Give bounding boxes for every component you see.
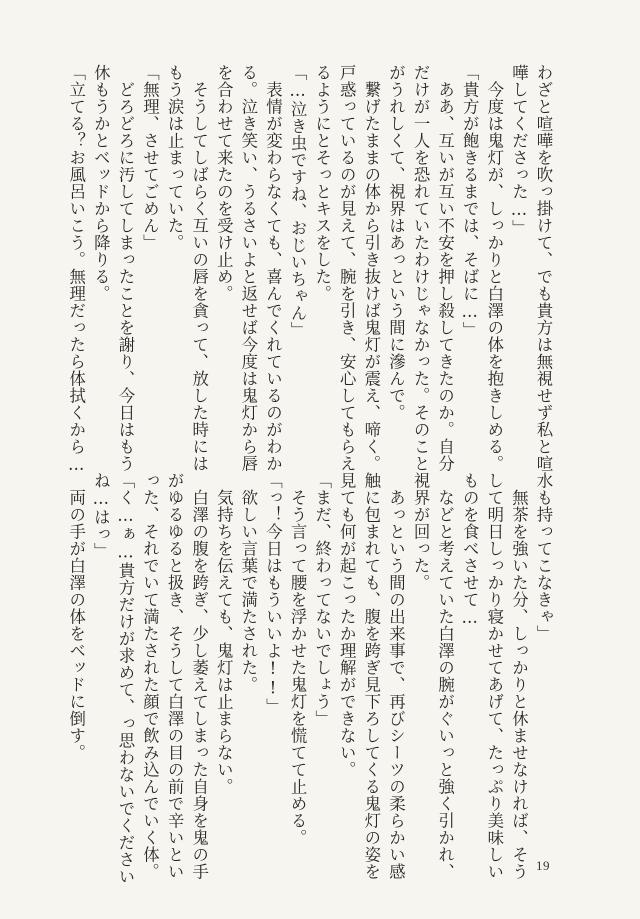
text-line: ね…はっ」	[91, 472, 111, 560]
text-line: がゆるゆると扱き、そうして白澤の目の前で辛いとい	[165, 472, 185, 880]
text-line: して明日しっかり寝かせてあげて、たっぷり美味しい	[484, 472, 504, 880]
text-line: るようにとそっとキスをした。	[312, 64, 332, 302]
text-line: わざと喧嘩を吹っ掛けて、でも貴方は無視せず私と喧	[534, 64, 553, 472]
text-line: 触に包まれても、腹を跨ぎ見下ろしてくる鬼灯の姿を	[361, 472, 381, 880]
lower-text-block	[66, 472, 555, 886]
text-line: 「く…ぁ…貴方だけが求めて、っ思わないでください	[115, 472, 135, 886]
page-number: 19	[536, 858, 550, 873]
text-line: もう涙は止まっていた。	[165, 64, 185, 251]
upper-text-block	[66, 64, 555, 475]
text-line: 欲しい言葉で満たされた。	[238, 472, 258, 693]
text-line: 戸惑っているのが見えて、腕を引き、安心してもらえ	[337, 64, 357, 472]
text-line: そう言って腰を浮かせた鬼灯を慌てて止める。	[288, 472, 308, 846]
text-line: 繋げたままの体から引き抜けば鬼灯が震え、啼く。	[361, 64, 381, 472]
text-line: などと考えていた白澤の腕がぐいっと強く引かれ、	[435, 472, 455, 880]
text-line: 休もうかとベッドから降りる。	[91, 64, 111, 302]
text-line: どろどろに汚してしまったことを謝り、今日はもう	[115, 64, 135, 472]
text-line: 「貴方が飽きるまでは、そばに…」	[460, 64, 480, 339]
text-line: 「立てる？お風呂いこう。無理だったら体拭くから…	[66, 64, 86, 475]
text-line: 今度は鬼灯が、しっかりと白澤の体を抱きしめる。	[484, 64, 504, 472]
text-line: 両の手が白澤の体をベッドに倒す。	[66, 472, 86, 761]
text-line: 「まだ、終わってないでしょう」	[312, 472, 332, 727]
text-line: 気持ちを伝えても、鬼灯は止まらない。	[214, 472, 234, 795]
text-line: あっという間の出来事で、再びシーツの柔らかい感	[386, 472, 406, 880]
text-line: 「無理、させてごめん」	[140, 64, 160, 251]
text-line: 「っ！今日はもういいよ!!」	[263, 472, 283, 716]
text-line: る。泣き笑い、うるさいよと返せば今度は鬼灯から唇	[238, 64, 258, 472]
text-line: 無茶を強いた分、しっかりと休ませなければ、そう	[509, 472, 529, 880]
text-line: った、それでいて満たされた顔で飲み込んでいく体。	[140, 472, 160, 880]
text-line: だけが一人を恐れていたわけじゃなかった。そのこと	[411, 64, 431, 472]
text-line: ものを食べさせて…	[460, 472, 480, 628]
text-line: 視界が回った。	[411, 472, 431, 591]
text-line: 表情が変わらなくても、喜んでくれているのがわか	[263, 64, 283, 472]
text-line: 白澤の腹を跨ぎ、少し萎えてしまった自身を鬼の手	[189, 472, 209, 880]
text-line: 「…泣き虫ですね、おじいちゃん」	[288, 64, 308, 339]
text-line: 見ても何が起こったか理解ができない。	[337, 472, 357, 778]
text-line: 水も持ってこなきゃ」	[534, 472, 553, 642]
text-line: を合わせて来たのを受け止め。	[214, 64, 234, 302]
text-line: そうしてしばらく互いの唇を貪って、放した時には	[189, 64, 209, 472]
text-line: ああ、互いが互い不安を押し殺してきたのか。自分	[435, 64, 455, 472]
text-line: 嘩してくださった…」	[509, 64, 529, 237]
text-line: がうれしくて、視界はあっという間に滲んで。	[386, 64, 406, 421]
